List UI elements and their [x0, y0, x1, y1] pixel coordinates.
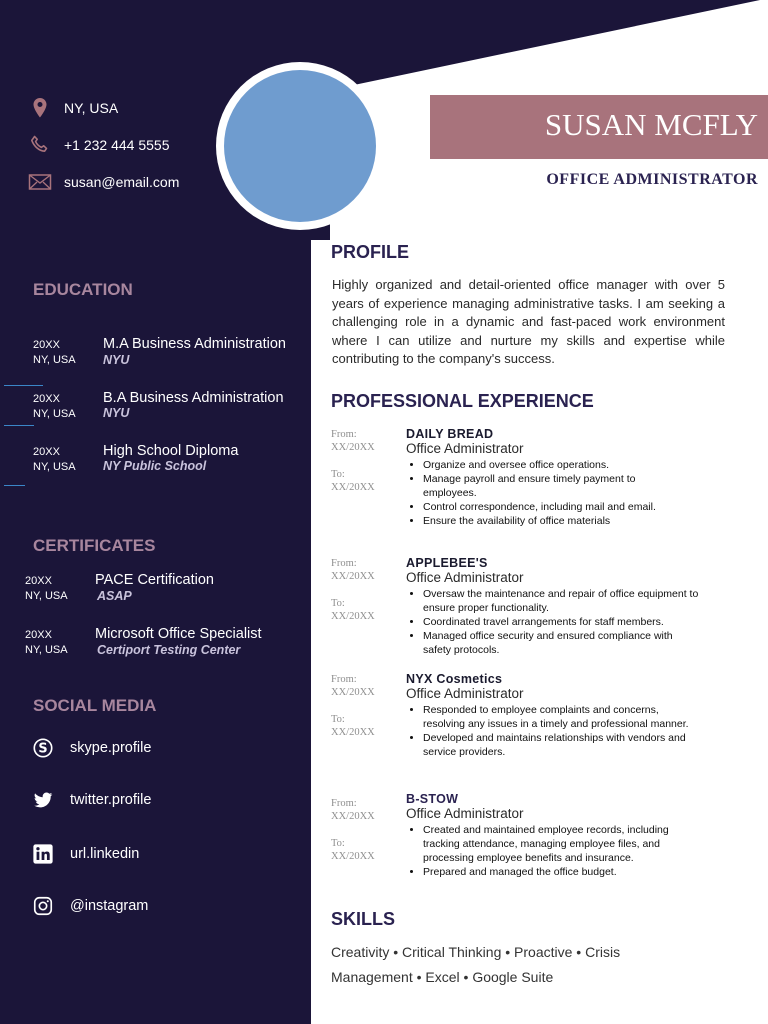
company-name: B-STOW: [406, 792, 459, 806]
skills-list: Creativity • Critical Thinking • Proactive • Crisis Management • Excel • Google Suite: [331, 944, 621, 985]
decor-line: [4, 385, 43, 386]
certificates-heading: CERTIFICATES: [33, 536, 156, 555]
certificate-year: 20XX: [25, 575, 52, 587]
social-media-heading: SOCIAL MEDIA: [33, 696, 157, 715]
social-linkedin-text: url.linkedin: [70, 846, 140, 862]
duty-list: [411, 703, 691, 759]
social-instagram[interactable]: [32, 893, 148, 919]
social-linkedin[interactable]: [32, 841, 139, 867]
company-name: DAILY BREAD: [406, 427, 494, 441]
profile-summary: Highly organized and detail-oriented office manager with over 5 years of experience managing administrative tasks. I am seeking a challenging role in a dynamic and fast-paced work environment where I can utilize and nurture my skills and expertise while contributing to the company's success.: [332, 277, 725, 366]
duty-item: • Responded to employee complaints and concerns, resolving any issues in a timely and professional manner.: [423, 703, 691, 731]
contact-email: [28, 170, 179, 194]
date-from-label: From:: [331, 558, 357, 569]
education-school: NYU: [103, 406, 130, 420]
certificate-place: NY, USA: [25, 644, 68, 656]
education-degree: M.A Business Administration: [103, 336, 286, 352]
date-from-label: From:: [331, 674, 357, 685]
date-from: XX/20XX: [331, 571, 375, 582]
certificate-item: [25, 574, 68, 604]
contact-phone-text: +1 232 444 5555: [64, 137, 170, 153]
profile-heading: PROFILE: [331, 242, 410, 262]
phone-icon: [28, 133, 52, 157]
date-from: XX/20XX: [331, 442, 375, 453]
date-to-label: To:: [331, 838, 345, 849]
certificate-year: 20XX: [25, 629, 52, 641]
location-pin-icon: [28, 96, 52, 120]
certificate-place: NY, USA: [25, 590, 68, 602]
instagram-icon: [32, 895, 54, 917]
date-from-label: From:: [331, 798, 357, 809]
education-school: NYU: [103, 353, 130, 367]
date-from: XX/20XX: [331, 687, 375, 698]
social-twitter-text: twitter.profile: [70, 792, 152, 808]
duty-item: • Managed office security and ensured compliance with safety protocols.: [423, 629, 701, 657]
duty-item: • Coordinated travel arrangements for staff members.: [423, 615, 701, 629]
date-to-label: To:: [331, 469, 345, 480]
education-place: NY, USA: [33, 461, 76, 473]
skype-icon: [32, 737, 54, 759]
full-name: SUSAN MCFLY: [544, 107, 758, 142]
contact-location-text: NY, USA: [64, 100, 119, 116]
job-role: Office Administrator: [406, 686, 524, 701]
education-item: [33, 392, 76, 422]
education-year: 20XX: [33, 339, 60, 351]
job-role: Office Administrator: [406, 806, 524, 821]
mail-icon: [28, 170, 52, 194]
job-title: OFFICE ADMINISTRATOR: [546, 171, 758, 188]
svg-text:S: S: [38, 741, 48, 757]
duty-item: • Manage payroll and ensure timely payment to employees.: [423, 472, 678, 500]
social-skype[interactable]: [32, 735, 151, 761]
decor-line: [4, 485, 25, 486]
company-name: NYX Cosmetics: [406, 672, 503, 686]
certificate-item: [25, 628, 68, 658]
date-to: XX/20XX: [331, 727, 375, 738]
date-to: XX/20XX: [331, 851, 375, 862]
linkedin-icon: [32, 843, 54, 865]
contact-phone: [28, 133, 170, 157]
skills-heading: SKILLS: [331, 909, 396, 929]
date-to: XX/20XX: [331, 611, 375, 622]
social-instagram-text: @instagram: [70, 898, 149, 914]
duty-item: • Created and maintained employee records, including tracking attendance, managing employee files, and processing employee benefits and insurance.: [423, 823, 698, 865]
profile-photo-placeholder: [224, 70, 376, 222]
date-to: XX/20XX: [331, 482, 375, 493]
certificate-issuer: ASAP: [97, 589, 132, 603]
certificate-name: Microsoft Office Specialist: [95, 626, 262, 642]
duty-item: • Ensure the availability of office materials: [423, 514, 678, 528]
education-degree: B.A Business Administration: [103, 390, 284, 406]
job-role: Office Administrator: [406, 570, 524, 585]
certificate-name: PACE Certification: [95, 572, 214, 588]
education-item: [33, 445, 76, 475]
duty-item: • Organize and oversee office operations.: [423, 458, 678, 472]
experience-heading: PROFESSIONAL EXPERIENCE: [331, 391, 594, 411]
duty-list: [411, 587, 701, 657]
education-year: 20XX: [33, 393, 60, 405]
contact-location: [28, 96, 118, 120]
date-from: XX/20XX: [331, 811, 375, 822]
social-skype-text: skype.profile: [70, 740, 152, 756]
date-to-label: To:: [331, 598, 345, 609]
education-place: NY, USA: [33, 408, 76, 420]
twitter-icon: [32, 789, 54, 811]
profile-photo-frame: [216, 62, 384, 230]
duty-item: • Prepared and managed the office budget.: [423, 865, 698, 879]
duty-item: • Oversaw the maintenance and repair of office equipment to ensure proper functionality.: [423, 587, 701, 615]
contact-email-text: susan@email.com: [64, 174, 180, 190]
name-banner: [430, 95, 768, 159]
decor-line: [4, 425, 34, 426]
duty-list: [411, 458, 678, 528]
education-school: NY Public School: [103, 459, 207, 473]
education-item: [33, 338, 76, 368]
certificate-issuer: Certiport Testing Center: [97, 643, 241, 657]
duty-list: [411, 823, 698, 879]
education-heading: EDUCATION: [33, 280, 133, 299]
date-from-label: From:: [331, 429, 357, 440]
job-role: Office Administrator: [406, 441, 524, 456]
company-name: APPLEBEE'S: [406, 556, 488, 570]
duty-item: • Control correspondence, including mail and email.: [423, 500, 678, 514]
education-year: 20XX: [33, 446, 60, 458]
social-twitter[interactable]: [32, 787, 151, 813]
education-degree: High School Diploma: [103, 443, 239, 459]
duty-item: • Developed and maintains relationships with vendors and service providers.: [423, 731, 691, 759]
date-to-label: To:: [331, 714, 345, 725]
education-place: NY, USA: [33, 354, 76, 366]
